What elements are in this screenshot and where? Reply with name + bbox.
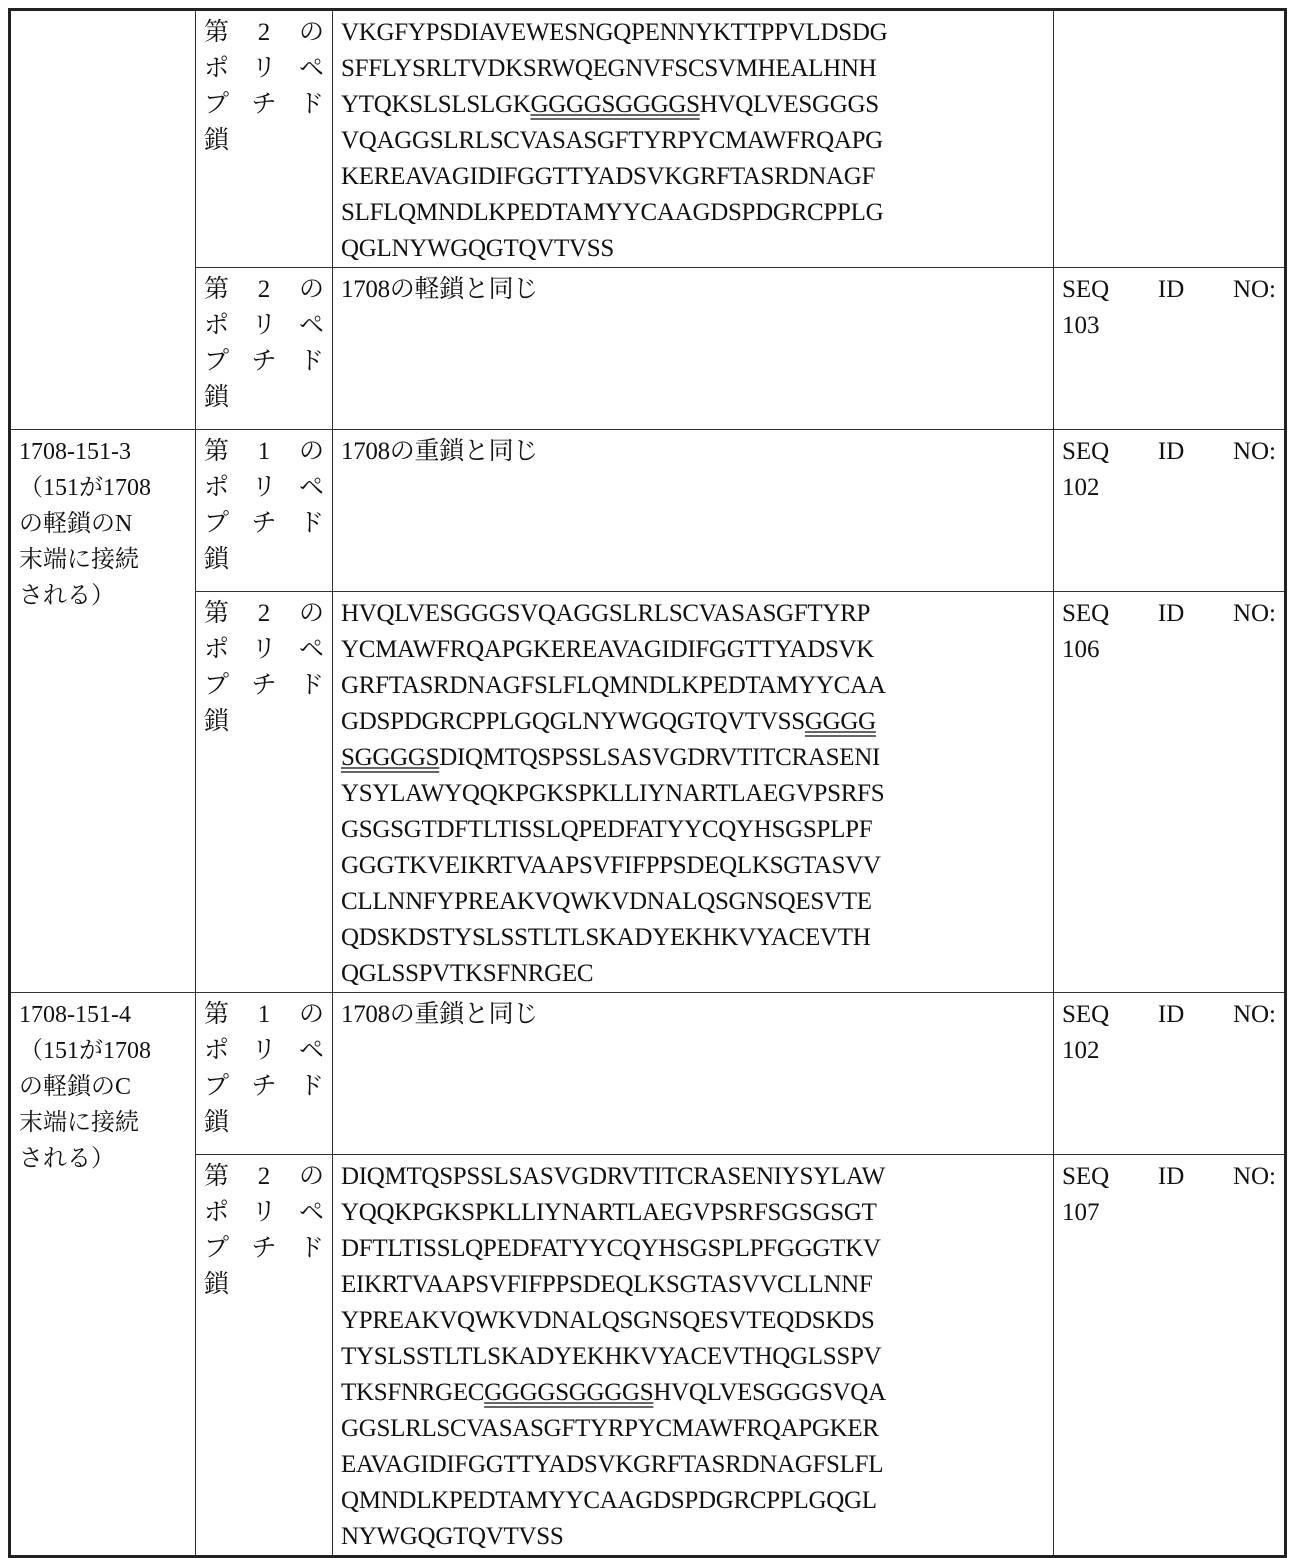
construct-line: の軽鎖のN (19, 506, 187, 542)
chain-char: 2 (258, 272, 271, 308)
chain-char: プ (204, 1231, 229, 1267)
sequence-cell (333, 268, 1054, 430)
sequence-cell (333, 993, 1054, 1155)
sequence-line (341, 632, 1045, 668)
chain-char: 2 (258, 1159, 271, 1195)
sequence-segment: HVQLVESGGGS (700, 91, 879, 118)
chain-char: の (299, 434, 324, 470)
chain-char: の (299, 596, 324, 632)
sequence-segment: QGLSSPVTKSFNRGEC (341, 960, 593, 987)
sequence-line (341, 997, 1045, 1033)
chain-char: リ (251, 1033, 276, 1069)
chain-char: ペ (299, 1033, 324, 1069)
chain-char: プ (204, 344, 229, 380)
chain-char: 鎖 (204, 384, 229, 411)
seq-id-number: 103 (1062, 308, 1276, 344)
chain-line (204, 272, 324, 308)
seq-id-cell (1054, 10, 1286, 268)
chain-cell (196, 993, 333, 1155)
sequence-segment: DFTLTISSLQPEDFATYYCQYHSGSPLPFGGGTKV (341, 1235, 881, 1262)
chain-char: ド (299, 344, 324, 380)
chain-char: プ (204, 1069, 229, 1105)
chain-char: チ (251, 668, 276, 704)
chain-char: リ (251, 632, 276, 668)
chain-line (204, 1195, 324, 1231)
sequence-line (341, 1339, 1045, 1375)
linker-segment: GGGGSGGGGS (530, 91, 699, 118)
table-row (10, 1155, 1286, 1557)
sequence-line (341, 740, 1045, 776)
chain-line (204, 123, 324, 159)
construct-cell (10, 10, 196, 430)
chain-char: 第 (204, 1159, 229, 1195)
sequence-line (341, 123, 1045, 159)
table-row (10, 430, 1286, 592)
sequence-cell (333, 10, 1054, 268)
sequence-line (341, 87, 1045, 123)
sequence-segment: QGLNYWGQGTQVTVSS (341, 235, 614, 262)
sequence-line (341, 1375, 1045, 1411)
chain-char: リ (251, 1195, 276, 1231)
chain-char: リ (251, 51, 276, 87)
construct-line: 末端に接続 (19, 542, 187, 578)
sequence-line (341, 1159, 1045, 1195)
seq-id-word: SEQ (1062, 272, 1109, 308)
chain-char: 第 (204, 434, 229, 470)
chain-line (204, 668, 324, 704)
sequence-cell (333, 1155, 1054, 1557)
chain-line (204, 1105, 324, 1141)
seq-id-word: ID (1158, 596, 1184, 632)
sequence-line (341, 812, 1045, 848)
sequence-segment: VQAGGSLRLSCVASASGFTYRPYCMAWFRQAPG (341, 127, 883, 154)
seq-id-cell (1054, 993, 1286, 1155)
seq-id-label (1062, 997, 1276, 1033)
seq-id-word: NO: (1233, 434, 1276, 470)
seq-id-word: ID (1158, 272, 1184, 308)
sequence-line (341, 1411, 1045, 1447)
sequence-line (341, 272, 1045, 308)
table-row (10, 592, 1286, 993)
sequence-line (341, 884, 1045, 920)
chain-char: 第 (204, 272, 229, 308)
chain-line (204, 542, 324, 578)
chain-line (204, 344, 324, 380)
seq-id-word: NO: (1233, 1159, 1276, 1195)
table-row (10, 268, 1286, 430)
sequence-line (341, 1303, 1045, 1339)
construct-line: される） (19, 1141, 187, 1177)
chain-char: チ (251, 87, 276, 123)
sequence-cell (333, 430, 1054, 592)
chain-char: リ (251, 308, 276, 344)
sequence-segment: HVQLVESGGGSVQAGGSLRLSCVASASGFTYRP (341, 600, 870, 627)
chain-char: 鎖 (204, 708, 229, 735)
chain-char: 2 (258, 15, 271, 51)
chain-line (204, 87, 324, 123)
seq-id-cell (1054, 592, 1286, 993)
chain-char: 第 (204, 997, 229, 1033)
sequence-line (341, 704, 1045, 740)
chain-char: の (299, 997, 324, 1033)
sequence-segment: GGGTKVEIKRTVAAPSVFIFPPSDEQLKSGTASVV (341, 852, 881, 879)
seq-id-word: NO: (1233, 596, 1276, 632)
sequence-segment: GDSPDGRCPPLGQGLNYWGQGTQVTVSS (341, 708, 805, 735)
chain-line (204, 1069, 324, 1105)
chain-char: 1 (258, 434, 271, 470)
chain-line (204, 380, 324, 416)
sequence-segment: GSGSGTDFTLTISSLQPEDFATYYCQYHSGSPLPF (341, 816, 872, 843)
chain-char: チ (251, 506, 276, 542)
sequence-segment: HVQLVESGGGSVQA (653, 1379, 885, 1406)
chain-char: チ (251, 1231, 276, 1267)
sequence-line (341, 195, 1045, 231)
chain-line (204, 506, 324, 542)
chain-line (204, 434, 324, 470)
seq-id-word: SEQ (1062, 997, 1109, 1033)
chain-char: 鎖 (204, 546, 229, 573)
table-row (10, 993, 1286, 1155)
chain-line (204, 1159, 324, 1195)
sequence-segment: QMNDLKPEDTAMYYCAAGDSPDGRCPPLGQGL (341, 1487, 877, 1514)
construct-line: 1708-151-4 (19, 997, 187, 1033)
chain-line (204, 596, 324, 632)
chain-char: ペ (299, 51, 324, 87)
seq-id-word: SEQ (1062, 596, 1109, 632)
seq-id-cell (1054, 1155, 1286, 1557)
seq-id-word: SEQ (1062, 1159, 1109, 1195)
chain-line (204, 470, 324, 506)
seq-id-label (1062, 1159, 1276, 1195)
chain-char: プ (204, 506, 229, 542)
sequence-line (341, 668, 1045, 704)
chain-char: ド (299, 87, 324, 123)
sequence-segment: GGSLRLSCVASASGFTYRPYCMAWFRQAPGKER (341, 1415, 879, 1442)
chain-char: ペ (299, 308, 324, 344)
sequence-line (341, 231, 1045, 267)
chain-char: チ (251, 344, 276, 380)
sequence-segment: YCMAWFRQAPGKEREAVAGIDIFGGTTYADSVK (341, 636, 874, 663)
sequence-segment: VKGFYPSDIAVEWESNGQPENNYKTTPPVLDSDG (341, 19, 887, 46)
seq-id-word: ID (1158, 434, 1184, 470)
construct-line: 1708-151-3 (19, 434, 187, 470)
sequence-segment: DIQMTQSPSSLSASVGDRVTITCRASENIYSYLAW (341, 1163, 885, 1190)
chain-cell (196, 430, 333, 592)
construct-line: の軽鎖のC (19, 1069, 187, 1105)
sequence-line (341, 1447, 1045, 1483)
chain-char: ド (299, 1231, 324, 1267)
chain-char: の (299, 272, 324, 308)
construct-line: 末端に接続 (19, 1105, 187, 1141)
sequence-line (341, 920, 1045, 956)
chain-char: リ (251, 470, 276, 506)
chain-char: 第 (204, 15, 229, 51)
seq-id-label (1062, 434, 1276, 470)
construct-line: される） (19, 578, 187, 614)
sequence-line (341, 776, 1045, 812)
sequence-cell (333, 592, 1054, 993)
sequence-table (8, 8, 1287, 1558)
chain-char: ポ (204, 1195, 229, 1231)
sequence-line (341, 596, 1045, 632)
sequence-line (341, 15, 1045, 51)
construct-cell (10, 993, 196, 1557)
chain-line (204, 51, 324, 87)
linker-segment: GGGG (805, 708, 876, 735)
sequence-segment: 1708の重鎖と同じ (341, 438, 538, 465)
chain-char: 第 (204, 596, 229, 632)
chain-char: ド (299, 668, 324, 704)
chain-char: 鎖 (204, 1109, 229, 1136)
chain-line (204, 1231, 324, 1267)
chain-char: 鎖 (204, 1271, 229, 1298)
chain-line (204, 15, 324, 51)
sequence-segment: YQQKPGKSPKLLIYNARTLAEGVPSRFSGSGSGT (341, 1199, 877, 1226)
linker-segment: SGGGGS (341, 744, 439, 771)
chain-char: ド (299, 1069, 324, 1105)
construct-cell (10, 430, 196, 993)
sequence-segment: 1708の軽鎖と同じ (341, 276, 538, 303)
sequence-segment: EIKRTVAAPSVFIFPPSDEQLKSGTASVVCLLNNF (341, 1271, 872, 1298)
sequence-segment: NYWGQGTQVTVSS (341, 1523, 563, 1550)
chain-char: ド (299, 506, 324, 542)
seq-id-number: 106 (1062, 632, 1276, 668)
chain-char: ポ (204, 1033, 229, 1069)
seq-id-word: SEQ (1062, 434, 1109, 470)
sequence-line (341, 159, 1045, 195)
seq-id-number: 102 (1062, 1033, 1276, 1069)
sequence-segment: YSYLAWYQQKPGKSPKLLIYNARTLAEGVPSRFS (341, 780, 884, 807)
sequence-segment: CLLNNFYPREAKVQWKVDNALQSGNSQESVTE (341, 888, 872, 915)
sequence-line (341, 1231, 1045, 1267)
sequence-segment: SFFLYSRLTVDKSRWQEGNVFSCSVMHEALHNH (341, 55, 876, 82)
seq-id-word: NO: (1233, 997, 1276, 1033)
sequence-line (341, 51, 1045, 87)
sequence-segment: SLFLQMNDLKPEDTAMYYCAAGDSPDGRCPPLG (341, 199, 883, 226)
chain-char: ポ (204, 51, 229, 87)
seq-id-number: 102 (1062, 470, 1276, 506)
sequence-segment: TKSFNRGEC (341, 1379, 484, 1406)
sequence-segment: GRFTASRDNAGFSLFLQMNDLKPEDTAMYYCAA (341, 672, 886, 699)
seq-id-label (1062, 272, 1276, 308)
sequence-segment: YTQKSLSLSLGK (341, 91, 530, 118)
chain-char: ペ (299, 632, 324, 668)
chain-char: ポ (204, 470, 229, 506)
chain-line (204, 1033, 324, 1069)
seq-id-word: ID (1158, 997, 1184, 1033)
sequence-line (341, 1519, 1045, 1555)
sequence-segment: KEREAVAGIDIFGGTTYADSVKGRFTASRDNAGF (341, 163, 875, 190)
seq-id-number: 107 (1062, 1195, 1276, 1231)
seq-id-label (1062, 596, 1276, 632)
chain-cell (196, 592, 333, 993)
chain-char: ポ (204, 632, 229, 668)
chain-line (204, 997, 324, 1033)
sequence-line (341, 434, 1045, 470)
chain-char: プ (204, 87, 229, 123)
chain-cell (196, 1155, 333, 1557)
construct-line: （151が1708 (19, 1033, 187, 1069)
seq-id-word: NO: (1233, 272, 1276, 308)
chain-line (204, 632, 324, 668)
sequence-segment: EAVAGIDIFGGTTYADSVKGRFTASRDNAGFSLFL (341, 1451, 883, 1478)
chain-line (204, 1267, 324, 1303)
sequence-line (341, 1483, 1045, 1519)
chain-char: の (299, 15, 324, 51)
sequence-segment: 1708の重鎖と同じ (341, 1001, 538, 1028)
chain-cell (196, 268, 333, 430)
chain-char: チ (251, 1069, 276, 1105)
chain-char: 鎖 (204, 127, 229, 154)
sequence-line (341, 956, 1045, 992)
sequence-line (341, 848, 1045, 884)
sequence-segment: TYSLSSTLTLSKADYEKHKVYACEVTHQGLSSPV (341, 1343, 881, 1370)
seq-id-cell (1054, 430, 1286, 592)
linker-segment: GGGGSGGGGS (484, 1379, 653, 1406)
sequence-line (341, 1267, 1045, 1303)
seq-id-word: ID (1158, 1159, 1184, 1195)
sequence-line (341, 1195, 1045, 1231)
sequence-segment: QDSKDSTYSLSSTLTLSKADYEKHKVYACEVTH (341, 924, 871, 951)
construct-line: （151が1708 (19, 470, 187, 506)
chain-cell (196, 10, 333, 268)
sequence-segment: DIQMTQSPSSLSASVGDRVTITCRASENI (439, 744, 880, 771)
chain-char: ポ (204, 308, 229, 344)
chain-char: 2 (258, 596, 271, 632)
chain-char: 1 (258, 997, 271, 1033)
chain-char: ペ (299, 1195, 324, 1231)
table-row (10, 10, 1286, 268)
seq-id-cell (1054, 268, 1286, 430)
chain-char: ペ (299, 470, 324, 506)
chain-line (204, 308, 324, 344)
chain-char: プ (204, 668, 229, 704)
chain-char: の (299, 1159, 324, 1195)
chain-line (204, 704, 324, 740)
sequence-segment: YPREAKVQWKVDNALQSGNSQESVTEQDSKDS (341, 1307, 874, 1334)
